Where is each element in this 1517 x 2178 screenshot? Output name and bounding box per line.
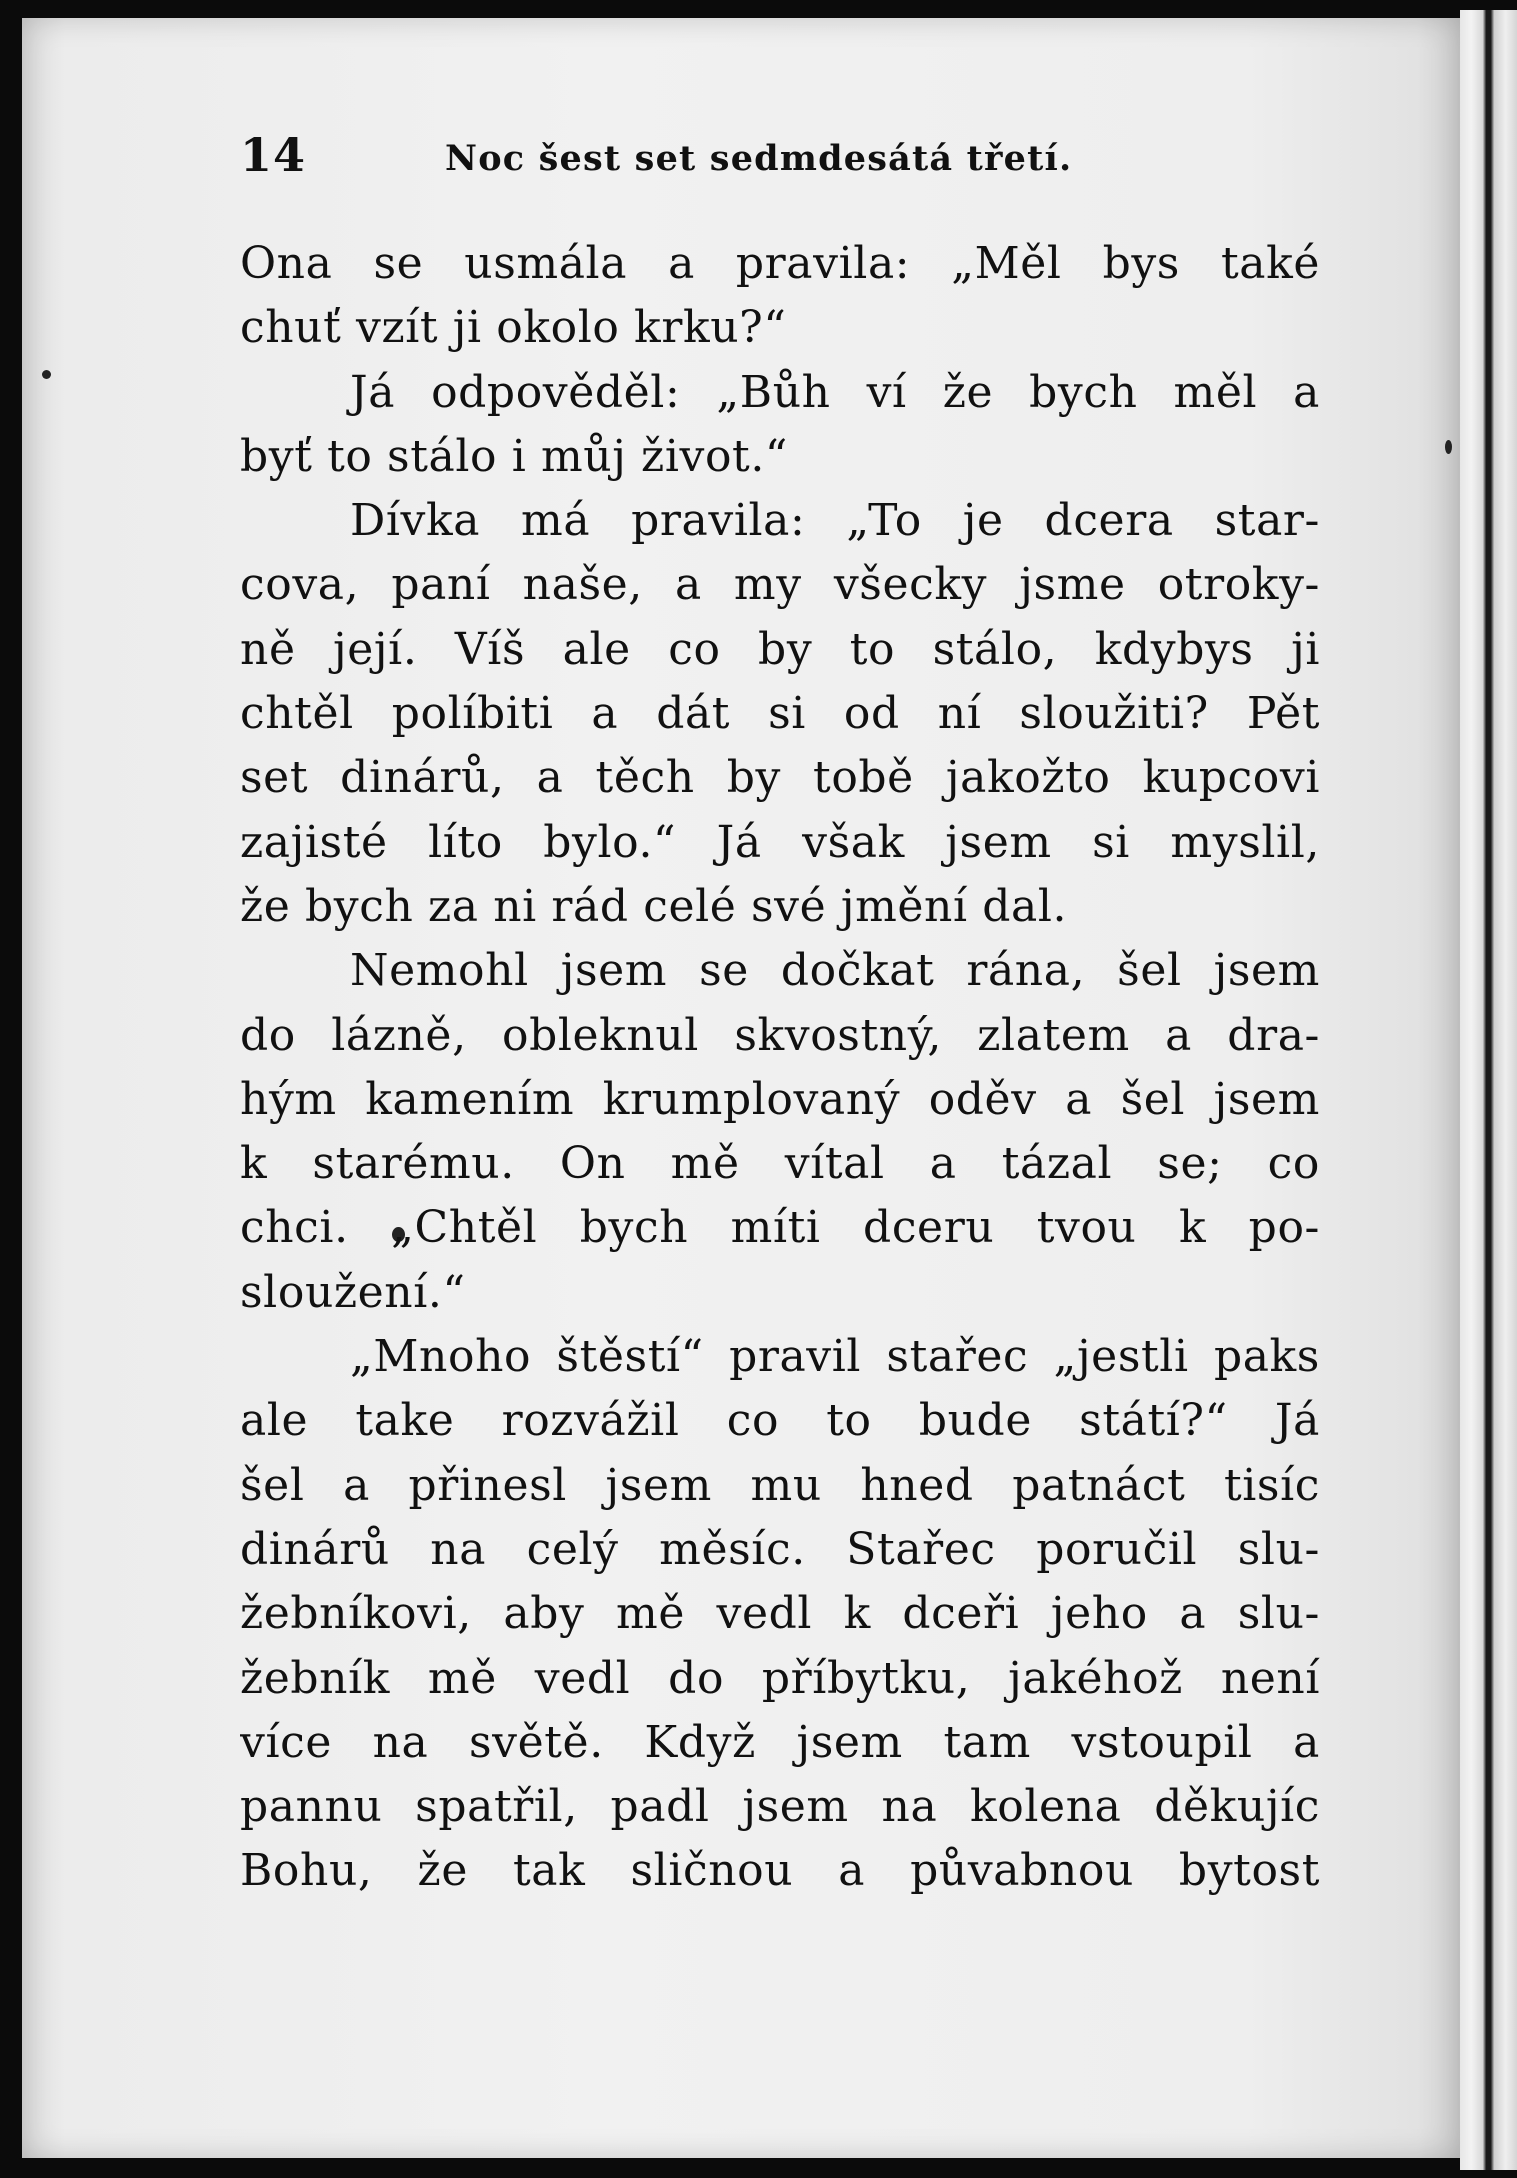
text-line: žebníkovi, aby mě vedl k dceři jeho a slu- [240, 1588, 1320, 1640]
text-line: více na světě. Když jsem tam vstoupil a [240, 1716, 1320, 1768]
text-line: chci. „Chtěl bych míti dceru tvou k po- [240, 1202, 1320, 1254]
text-line: žebník mě vedl do příbytku, jakéhož není [240, 1652, 1320, 1704]
text-line: hým kamením krumplovaný oděv a šel jsem [240, 1073, 1320, 1125]
print-speck [1445, 440, 1452, 454]
text-line: cova, paní naše, a my všecky jsme otroky- [240, 559, 1320, 611]
text-line: chuť vzít ji okolo krku?“ [240, 302, 787, 354]
running-header [240, 128, 1360, 188]
book-spine-edge [1460, 10, 1517, 2170]
text-line: šel a přinesl jsem mu hned patnáct tisíc [240, 1459, 1320, 1511]
text-line: že bych za ni rád celé své jmění dal. [240, 880, 1068, 932]
text-line: ale take rozvážil co to bude státí?“ Já [240, 1395, 1320, 1447]
text-line: set dinárů, a těch by tobě jakožto kupcovi [240, 752, 1320, 804]
text-line: zajisté líto bylo.“ Já však jsem si myslil, [240, 816, 1320, 868]
text-line: ně její. Víš ale co by to stálo, kdybys ji [240, 623, 1320, 675]
text-line: sloužení.“ [240, 1266, 466, 1318]
text-line: dinárů na celý měsíc. Stařec poručil slu- [240, 1523, 1320, 1575]
text-line: Bohu, že tak sličnou a půvabnou bytost [240, 1845, 1320, 1897]
text-line: Dívka má pravila: „To je dcera star- [350, 495, 1320, 547]
text-line: Já odpověděl: „Bůh ví že bych měl a [350, 366, 1320, 418]
body-text [240, 232, 1320, 1904]
text-line: k starému. On mě vítal a tázal se; co [240, 1138, 1320, 1190]
text-line: „Mnoho štěstí“ pravil stařec „jestli paks [350, 1331, 1320, 1383]
page-number: 14 [240, 128, 307, 182]
text-line: do lázně, obleknul skvostný, zlatem a dra- [240, 1009, 1320, 1061]
text-line: byť to stálo i můj život.“ [240, 430, 789, 482]
text-line: Nemohl jsem se dočkat rána, šel jsem [350, 945, 1320, 997]
text-line: Ona se usmála a pravila: „Měl bys také [240, 238, 1320, 289]
running-title: Noc šest set sedmdesátá třetí. [445, 138, 1073, 179]
print-speck [42, 370, 51, 379]
text-line: chtěl políbiti a dát si od ní sloužiti? Pět [240, 688, 1320, 740]
text-line: pannu spatřil, padl jsem na kolena děkujíc [240, 1781, 1320, 1833]
